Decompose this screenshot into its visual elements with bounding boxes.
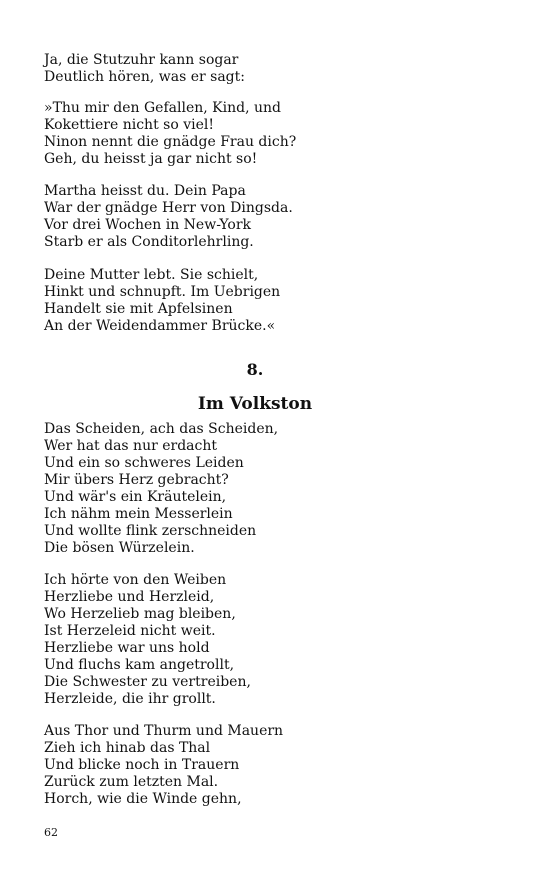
verse-line: »Thu mir den Gefallen, Kind, und: [44, 100, 281, 116]
verse-line: Vor drei Wochen in New-York: [44, 217, 252, 233]
verse-line: Und fluchs kam angetrollt,: [44, 657, 235, 673]
poem-stanza-3: [44, 723, 514, 808]
poem-stanza-2: [44, 572, 514, 708]
verse-line: Mir übers Herz gebracht?: [44, 472, 229, 488]
verse-line: Zieh ich hinab das Thal: [44, 740, 211, 756]
verse-line: War der gnädge Herr von Dingsda.: [44, 200, 293, 216]
verse-line: An der Weidendammer Brücke.«: [44, 318, 276, 334]
verse-line: Und wär's ein Kräutelein,: [44, 489, 227, 505]
verse-line: Ist Herzeleid nicht weit.: [44, 623, 216, 639]
verse-line: Und ein so schweres Leiden: [44, 455, 244, 471]
section-number: 8.: [246, 360, 264, 379]
stanza-1: [44, 52, 514, 86]
verse-line: Und blicke noch in Trauern: [44, 757, 240, 773]
verse-line: Wer hat das nur erdacht: [44, 438, 218, 454]
verse-line: Herzleide, die ihr grollt.: [44, 691, 216, 707]
stanza-4: [44, 267, 514, 335]
section-title: Im Volkston: [197, 394, 313, 414]
verse-line: Handelt sie mit Apfelsinen: [44, 301, 233, 317]
verse-line: Die bösen Würzelein.: [44, 540, 195, 556]
verse-line: Wo Herzelieb mag bleiben,: [44, 606, 236, 622]
page-number: 62: [44, 826, 58, 839]
verse-line: Martha heisst du. Dein Papa: [44, 183, 246, 199]
verse-line: Hinkt und schnupft. Im Uebrigen: [44, 284, 281, 300]
verse-line: Ninon nennt die gnädge Frau dich?: [44, 134, 297, 150]
poem-stanza-1: [44, 421, 514, 557]
verse-line: Deine Mutter lebt. Sie schielt,: [44, 267, 259, 283]
verse-line: Ich nähm mein Messerlein: [44, 506, 233, 522]
verse-line: Ich hörte von den Weiben: [44, 572, 227, 588]
verse-line: Geh, du heisst ja gar nicht so!: [44, 151, 258, 167]
verse-line: Und wollte flink zerschneiden: [44, 523, 257, 539]
verse-line: Deutlich hören, was er sagt:: [44, 69, 245, 85]
stanza-2: [44, 100, 514, 168]
verse-line: Ja, die Stutzuhr kann sogar: [44, 52, 239, 68]
verse-line: Kokettiere nicht so viel!: [44, 117, 214, 133]
verse-line: Starb er als Conditorlehrling.: [44, 234, 254, 250]
verse-line: Herzliebe und Herzleid,: [44, 589, 215, 605]
stanza-3: [44, 183, 514, 251]
verse-line: Aus Thor und Thurm und Mauern: [44, 723, 284, 739]
verse-line: Die Schwester zu vertreiben,: [44, 674, 251, 690]
verse-line: Herzliebe war uns hold: [44, 640, 210, 656]
verse-line: Horch, wie die Winde gehn,: [44, 791, 242, 807]
verse-line: Zurück zum letzten Mal.: [44, 774, 219, 790]
verse-line: Das Scheiden, ach das Scheiden,: [44, 421, 279, 437]
